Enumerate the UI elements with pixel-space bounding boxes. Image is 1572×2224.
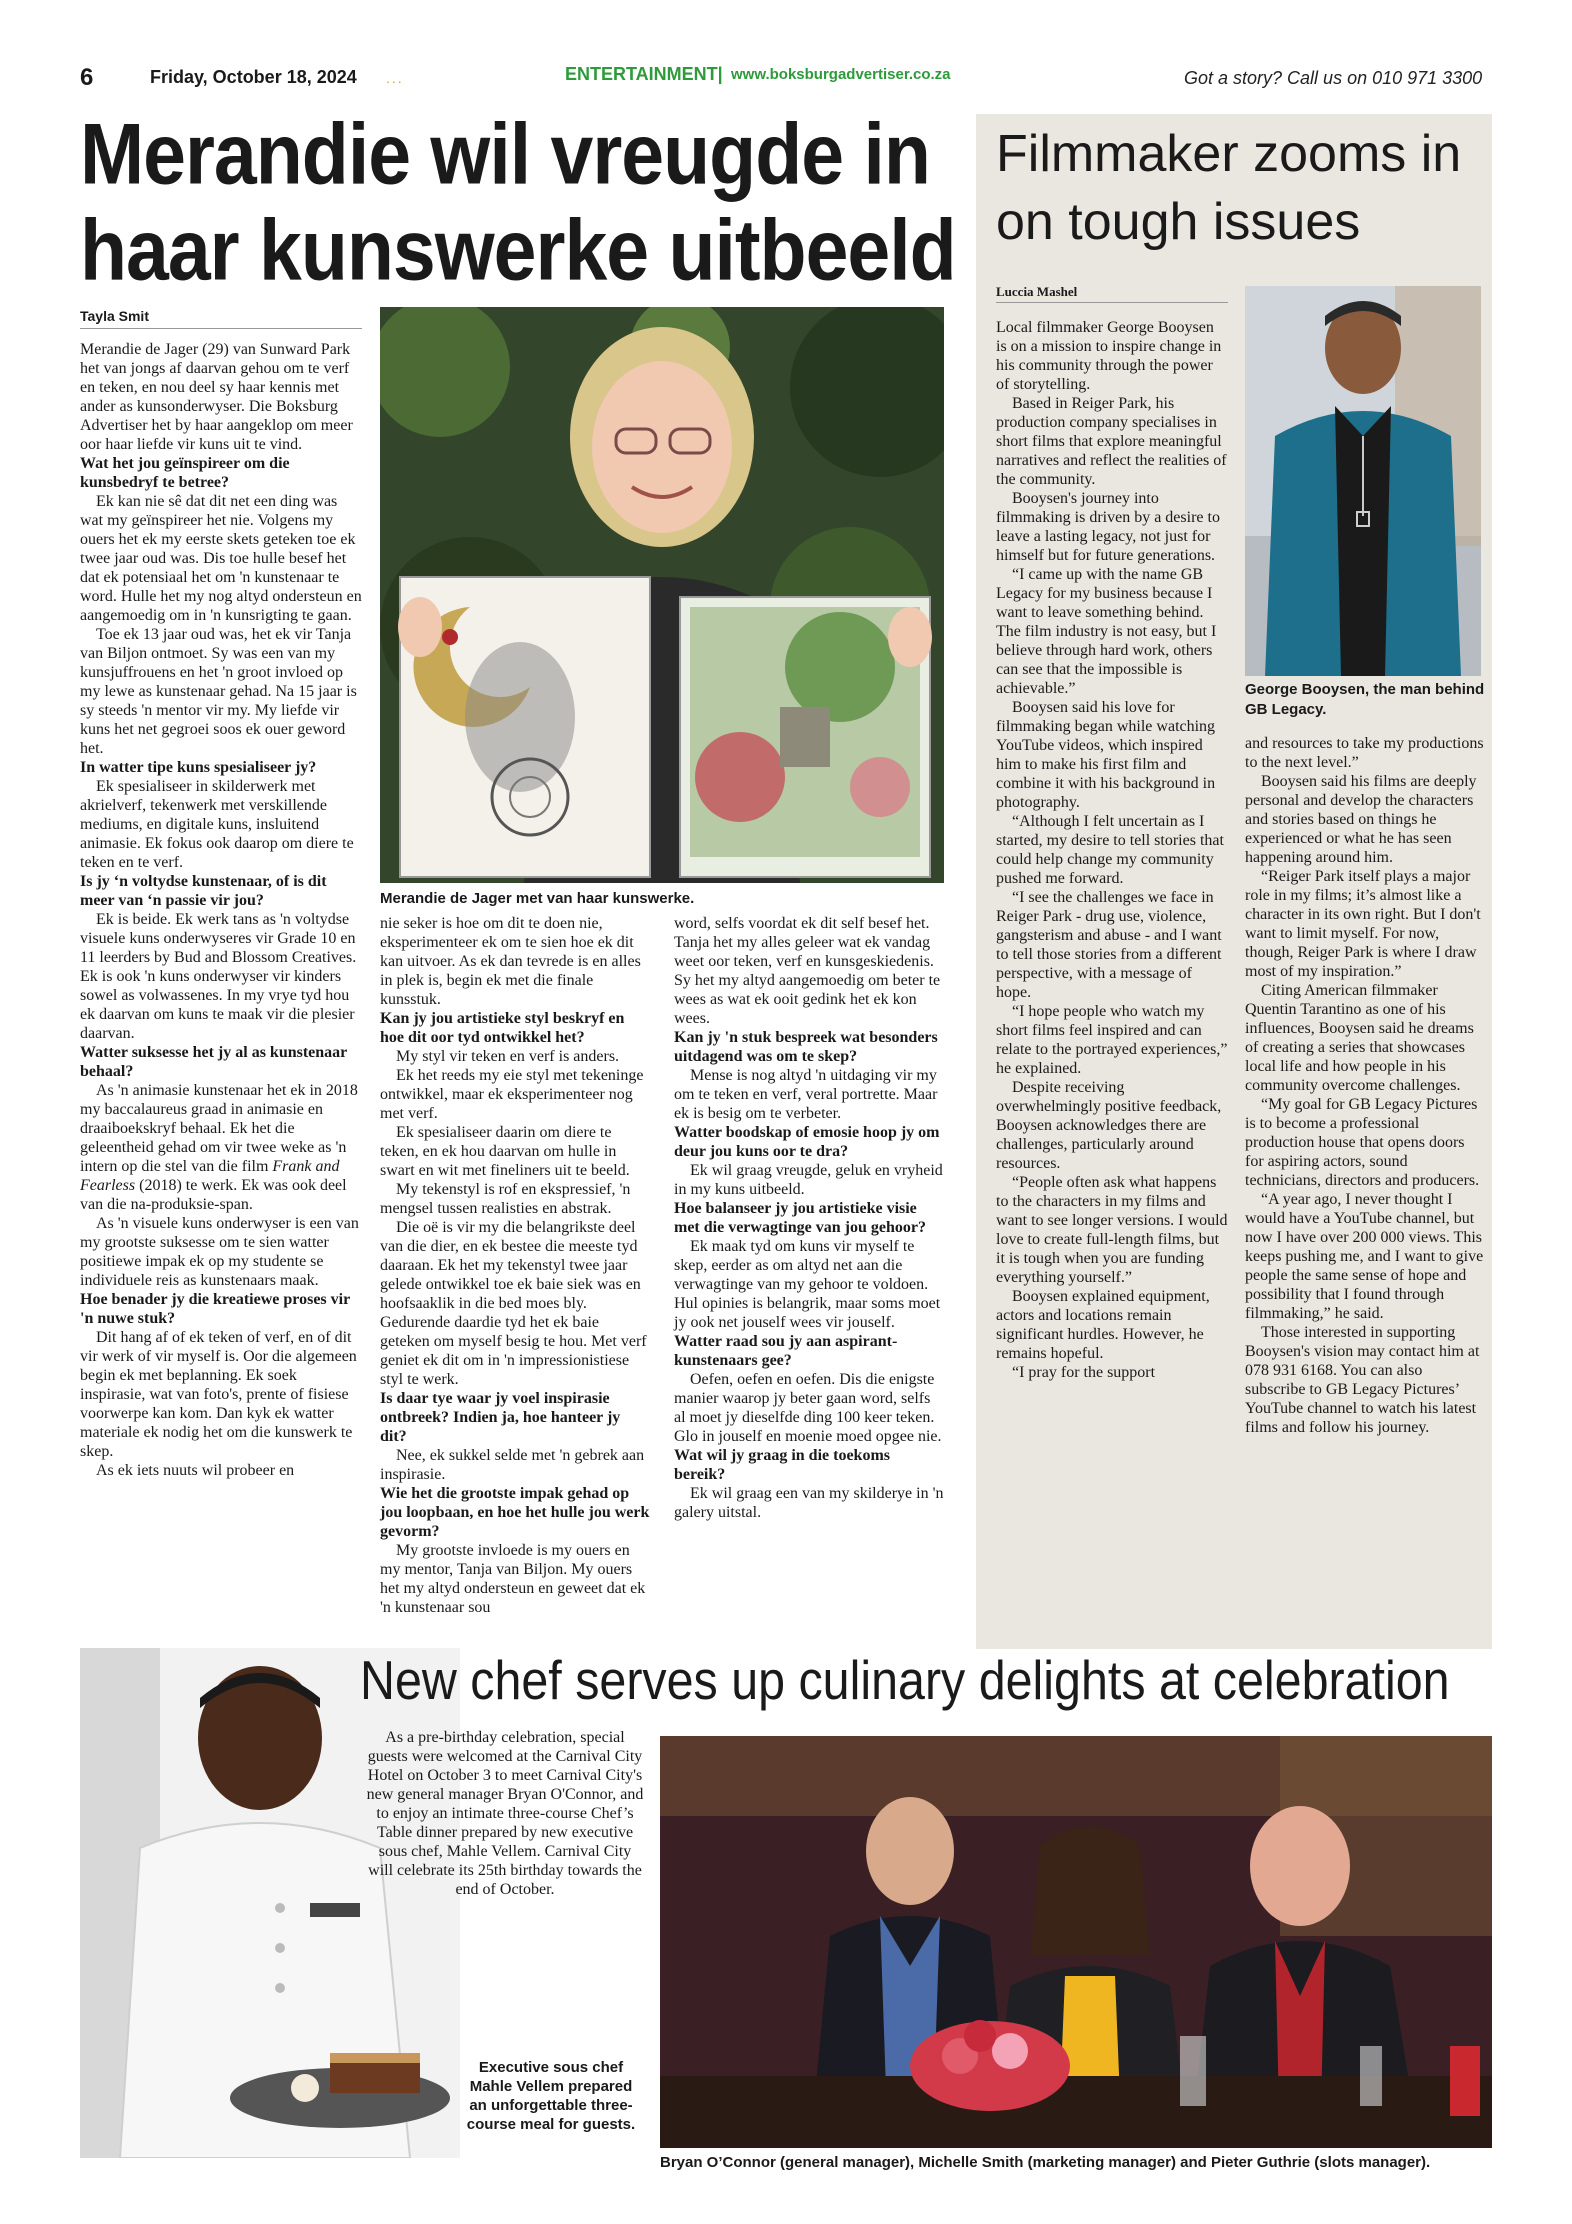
paragraph: Dit hang af of ek teken of verf, en of dit vir werk of vir myself is. Oor die algemeen begin ek met beplanning. Ek soek inspirasie, wat van foto's, prente of fisiese voorwerpe kan kom. Dan kyk ek watter materiale ek nodig het om die kunswerk te skep. [80,1329,357,1460]
paragraph: Booysen explained equipment, actors and locations remain significant hurdles. However, he remains hopeful. [996,1288,1210,1362]
artist-photo-caption: Merandie de Jager met van haar kunswerke. [380,890,695,907]
paragraph: “I came up with the name GB Legacy for my business because I want to leave something behind. The film industry is not easy, but I believe through hard work, others can see that the impossible is achievable.” [996,566,1217,697]
paragraph: and resources to take my productions to the next level.” [1245,735,1484,771]
paragraph: “Although I felt uncertain as I started, my desire to tell stories that could help change my community pushed me forward. [996,813,1224,887]
artist-photo [380,307,944,883]
question-heading: Watter raad sou jy aan aspirant-kunstenaars gee? [674,1333,898,1369]
paragraph: nie seker is hoe om dit te doen nie, eksperimenteer ek om te sien hoe ek dit kan uitvoer. As ek dan tevrede is en alles in plek is, begin ek met die finale kunsstuk. [380,915,641,1008]
paragraph: “My goal for GB Legacy Pictures is to become a professional production house that opens doors for aspiring actors, sound technicians, directors and producers. [1245,1096,1480,1189]
paragraph: Booysen said his love for filmmaking began while watching YouTube videos, which inspired him to make his first film and combine it with his background in photography. [996,699,1216,811]
paragraph: word, selfs voordat ek dit self besef het. Tanja het my alles geleer wat ek vandag weet oor teken, verf en kunsgeskiedenis. Sy het my altyd aangemoedig om beter te wees as wat ek ooit gedink het ek kon wees. [674,915,941,1027]
paragraph: Merandie de Jager (29) van Sunward Park het van jongs af daarvan gehou om te verf en teken, en nou deel sy haar kennis met ander as kunsonderwyser. Die Boksburg Advertiser het by haar aangeklop om meer oor haar liefde vir kuns uit te vind. [80,341,353,453]
question-heading: Watter boodskap of emosie hoop jy om deur jou kuns oor te dra? [674,1124,940,1160]
filmmaker-photo-illustration [1245,286,1481,676]
paragraph: Booysen said his films are deeply personal and develop the characters and stories based on things he experienced or what he has seen happening around him. [1245,773,1477,866]
artist-photo-illustration [380,307,944,883]
paragraph: Toe ek 13 jaar oud was, het ek vir Tanja van Biljon ontmoet. Sy was een van my kunsjuffrouens en het 'n groot invloed op my lewe as kunstenaar gehad. Na 15 jaar is sy steeds 'n mentor vir my. My liefde vir kuns het net gegroei soos ek ouer geword het. [80,626,357,757]
text-run: As 'n animasie kunstenaar het ek in 2018 my baccalaureus graad in animasie en draaiboekskryf behaal. Ek het die geleentheid gehad om vir twee weke as 'n intern op die stel van die film [80,1082,358,1175]
issue-date: Friday, October 18, 2024 [150,67,357,87]
website-link[interactable]: www.boksburgadvertiser.co.za [731,66,951,83]
paragraph: Ek maak tyd om kuns vir myself te skep, eerder as om altyd net aan die verwagtinge van my gehoor te voldoen. Hul opinies is belangrik, maar soms moet jy ook net jouself wees vir jouself. [674,1238,941,1331]
chef-photo-caption: Executive sous chef Mahle Vellem prepared an unforgettable three-course meal for guests. [466,2059,636,2133]
filmmaker-col-2 [1245,734,1485,1437]
main-article-col-1 [80,340,362,1480]
main-headline: Merandie wil vreugde in haar kunswerke uitbeeld [80,106,956,299]
filmmaker-photo-caption: George Booysen, the man behind GB Legacy. [1245,681,1485,718]
group-photo-caption: Bryan O’Connor (general manager), Michelle Smith (marketing manager) and Pieter Guthrie (slots manager). [660,2154,1431,2171]
paragraph: “A year ago, I never thought I would have a YouTube channel, but now I have over 200 000 views. This keeps pushing me, and I want to give people the same sense of hope and possibility that I found through filmmaking,” he said. [1245,1191,1484,1322]
paragraph: “Reiger Park itself plays a major role in my films; it’s almost like a character in its own right. But I don't want to limit myself. For now, though, Reiger Park is where I draw most of my inspiration.” [1245,868,1481,980]
paragraph [80,1081,362,1214]
question-heading: Kan jy jou artistieke styl beskryf en hoe dit oor tyd ontwikkel het? [380,1010,625,1046]
paragraph: Despite receiving overwhelmingly positive feedback, Booysen acknowledges there are challenges, particularly around resources. [996,1079,1222,1172]
chef-headline: New chef serves up culinary delights at celebration [360,1649,1450,1711]
paragraph: Those interested in supporting Booysen's vision may contact him at 078 931 6168. You can also subscribe to GB Legacy Pictures’ YouTube channel to watch his latest films and follow his journey. [1245,1324,1480,1436]
paragraph: Ek wil graag vreugde, geluk en vryheid in my kuns uitbeeld. [674,1162,943,1198]
chef-photo [80,1648,460,2158]
paragraph: My tekenstyl is rof en ekspressief, 'n mengsel tussen realisties en abstrak. [380,1181,631,1217]
paragraph: “I hope people who watch my short films feel inspired and can relate to the portrayed experiences,” he explained. [996,1003,1228,1077]
byline-rule [996,302,1228,303]
paragraph: Citing American filmmaker Quentin Tarantino as one of his influences, Booysen said he dreams of creating a series that showcases local life and how people in his community overcome challenges. [1245,982,1474,1094]
paragraph: Local filmmaker George Booysen is on a mission to inspire change in his community through the power of storytelling. [996,319,1222,393]
paragraph: Mense is nog altyd 'n uitdaging vir my om te teken en verf, veral portrette. Maar ek is besig om te verbeter. [674,1067,938,1122]
paragraph: “People often ask what happens to the characters in my films and want to see longer versions. I would love to create full-length films, but it is tough when you are funding everything yourself.” [996,1174,1228,1286]
contact-line: Got a story? Call us on 010 971 3300 [1184,68,1483,88]
paragraph: “I pray for the support [1012,1364,1156,1381]
group-photo-illustration [660,1736,1492,2148]
main-article-col-2 [380,914,650,1617]
paragraph: Ek kan nie sê dat dit net een ding was wat my geïnspireer het nie. Volgens my ouers het ek my eerste skets geteken toe ek twee jaar oud was. Dis toe hulle besef het dat ek potensiaal het om 'n kunstenaar te word. Hulle het my nog altyd ondersteun en aangemoedig om in 'n kunsrigting te gaan. [80,493,362,624]
paragraph: Ek het reeds my eie styl met tekeninge ontwikkel, maar ek eksperimenteer nog met verf. [380,1067,644,1122]
question-heading: Hoe benader jy die kreatiewe proses vir 'n nuwe stuk? [80,1291,350,1327]
paragraph: Ek wil graag een van my skilderye in 'n galery uitstal. [674,1485,944,1521]
main-byline: Tayla Smit [80,308,149,324]
question-heading: Kan jy 'n stuk bespreek wat besonders uitdagend was om te skep? [674,1029,938,1065]
header-dots: ... [386,70,404,86]
filmmaker-byline: Luccia Mashel [996,284,1078,299]
question-heading: Is daar tye waar jy voel inspirasie ontbreek? Indien ja, hoe hanteer jy dit? [380,1390,621,1445]
paragraph: Oefen, oefen en oefen. Dis die enigste manier waarop jy beter gaan word, selfs al moet jy dieselfde ding 100 keer teken. Glo in jouself en moenie moed opgee nie. [674,1371,942,1445]
chef-article-body: As a pre-birthday celebration, special guests were welcomed at the Carnival City Hotel on October 3 to meet Carnival City's new general manager Bryan O'Connor, and to enjoy an intimate three-course Chef’s Table dinner prepared by new executive sous chef, Mahle Vellem. Carnival City will celebrate its 25th birthday towards the end of October. [366,1729,644,1898]
filmmaker-photo [1245,286,1481,676]
byline-rule [80,328,362,329]
question-heading: Wat wil jy graag in die toekoms bereik? [674,1447,890,1483]
question-heading: In watter tipe kuns spesialiseer jy? [80,759,317,776]
paragraph: Nee, ek sukkel selde met 'n gebrek aan inspirasie. [380,1447,645,1483]
question-heading: Hoe balanseer jy jou artistieke visie met die verwagtinge van jou gehoor? [674,1200,926,1236]
filmmaker-headline: Filmmaker zooms in on tough issues [996,125,1462,251]
section-label: ENTERTAINMENT| [565,64,723,84]
group-photo [660,1736,1492,2148]
text-run: (2018) te werk. Ek was ook deel van die na-produksie-span. [80,1177,347,1213]
paragraph: Ek spesialiseer in skilderwerk met akrielverf, tekenwerk met verskillende mediums, en digitale kuns, insluitend animasie. Ek fokus ook daarop om diere te teken en te verf. [80,778,354,871]
paragraph: My grootste invloede is my ouers en my mentor, Tanja van Biljon. My ouers het my altyd ondersteun en geweet dat ek 'n kunstenaar sou [380,1542,646,1616]
filmmaker-col-1 [996,318,1228,1382]
paragraph: As 'n visuele kuns onderwyser is een van my grootste suksesse om te sien watter positiewe impak ek op my studente se individuele reis as kunstenaars maak. [80,1215,359,1289]
paragraph: Die oë is vir my die belangrikste deel van die dier, en ek bestee die meeste tyd daaraan. Ek het my tekenstyl twee jaar gelede ontwikkel toe ek baie siek was en hoofsaaklik in die bed moes bly. Gedurende daardie tyd het ek baie geteken om myself besig te hou. Met verf geniet ek dit om in 'n impressionistiese styl te werk. [380,1219,647,1388]
paragraph: As ek iets nuuts wil probeer en [96,1462,295,1479]
question-heading: Wat het jou geïnspireer om die kunsbedryf te betree? [80,455,290,491]
paragraph: Ek is beide. Ek werk tans as 'n voltydse visuele kuns onderwyseres vir Grade 10 en 11 leerders by Bud and Blossom Creatives. Ek is ook 'n kuns onderwyser vir kinders sowel as volwassenes. In my vrye tyd hou ek daarvan om kuns te maak vir die plesier daarvan. [80,911,357,1042]
page-number: 6 [80,64,94,91]
paragraph: Based in Reiger Park, his production company specialises in short films that explore meaningful narratives and reflect the realities of the community. [996,395,1227,488]
paragraph: Booysen's journey into filmmaking is driven by a desire to leave a lasting legacy, not just for himself but for future generations. [996,490,1220,564]
question-heading: Watter suksesse het jy al as kunstenaar behaal? [80,1044,347,1080]
paragraph: Ek spesialiseer daarin om diere te teken, en ek hou daarvan om hulle in swart en wit met fineliners uit te beeld. [380,1124,630,1179]
paragraph: “I see the challenges we face in Reiger Park - drug use, violence, gangsterism and abuse - and I want to tell those stories from a different perspective, with a message of hope. [996,889,1222,1001]
question-heading: Wie het die grootste impak gehad op jou loopbaan, en hoe het hulle jou werk gevorm? [380,1485,650,1540]
film-title: Frank and Fearless [80,1158,340,1194]
paragraph: My styl vir teken en verf is anders. [396,1048,620,1065]
question-heading: Is jy ‘n voltydse kunstenaar, of is dit meer van ‘n passie vir jou? [80,873,327,909]
chef-photo-illustration [80,1648,460,2158]
main-article-col-3 [674,914,944,1522]
